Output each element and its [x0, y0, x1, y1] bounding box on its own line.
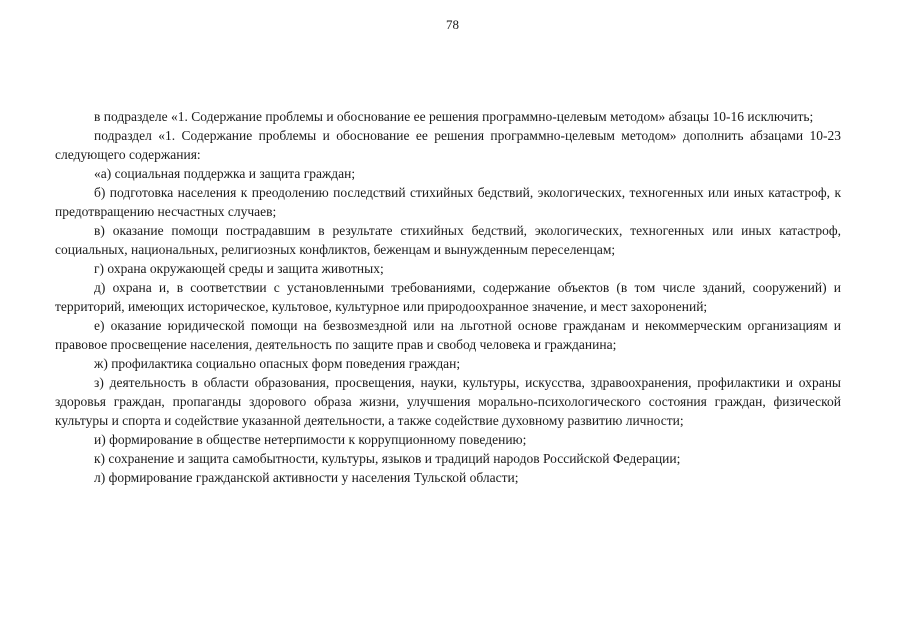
list-item-e: е) оказание юридической помощи на безвозмездной или на льготной основе гражданам и некоммерческим организациям и правовое просвещение населения, деятельность по защите прав и свобод человека и гражданина;	[55, 318, 841, 352]
list-item-zh: ж) профилактика социально опасных форм поведения граждан;	[94, 356, 461, 371]
list-item-z: з) деятельность в области образования, просвещения, науки, культуры, искусства, здравоохранения, профилактики и охраны здоровья граждан, пропаганды здорового образа жизни, улучшения морально-психологического состояния граждан, физической культуры и спорта и содействие указанной деятельности, а также содействие духовному развитию личности;	[55, 375, 841, 428]
document-body	[55, 107, 841, 487]
list-item-k: к) сохранение и защита самобытности, культуры, языков и традиций народов Российской Федерации;	[94, 451, 681, 466]
list-item-i: и) формирование в обществе нетерпимости к коррупционному поведению;	[94, 432, 527, 447]
list-item-a: «а) социальная поддержка и защита граждан;	[94, 166, 356, 181]
list-item-d: д) охрана и, в соответствии с установленными требованиями, содержание объектов (в том числе зданий, сооружений) и территорий, имеющих историческое, культовое, культурное или природоохранное значение, и мест захоронений;	[55, 280, 841, 314]
list-item-l: л) формирование гражданской активности у населения Тульской области;	[94, 470, 519, 485]
page-number: 78	[446, 17, 459, 32]
list-item-v: в) оказание помощи пострадавшим в результате стихийных бедствий, экологических, техногенных или иных катастроф, социальных, национальных, религиозных конфликтов, беженцам и вынужденным переселенцам;	[55, 223, 841, 257]
paragraph-exclude-abzacy: в подразделе «1. Содержание проблемы и обоснование ее решения программно-целевым методом» абзацы 10-16 исключить;	[94, 109, 814, 124]
list-item-g: г) охрана окружающей среды и защита животных;	[94, 261, 384, 276]
list-item-b: б) подготовка населения к преодолению последствий стихийных бедствий, экологических, техногенных или иных катастроф, к предотвращению несчастных случаев;	[55, 185, 841, 219]
paragraph-supplement-intro: подраздел «1. Содержание проблемы и обоснование ее решения программно-целевым методом» дополнить абзацами 10-23 следующего содержания:	[55, 128, 841, 162]
